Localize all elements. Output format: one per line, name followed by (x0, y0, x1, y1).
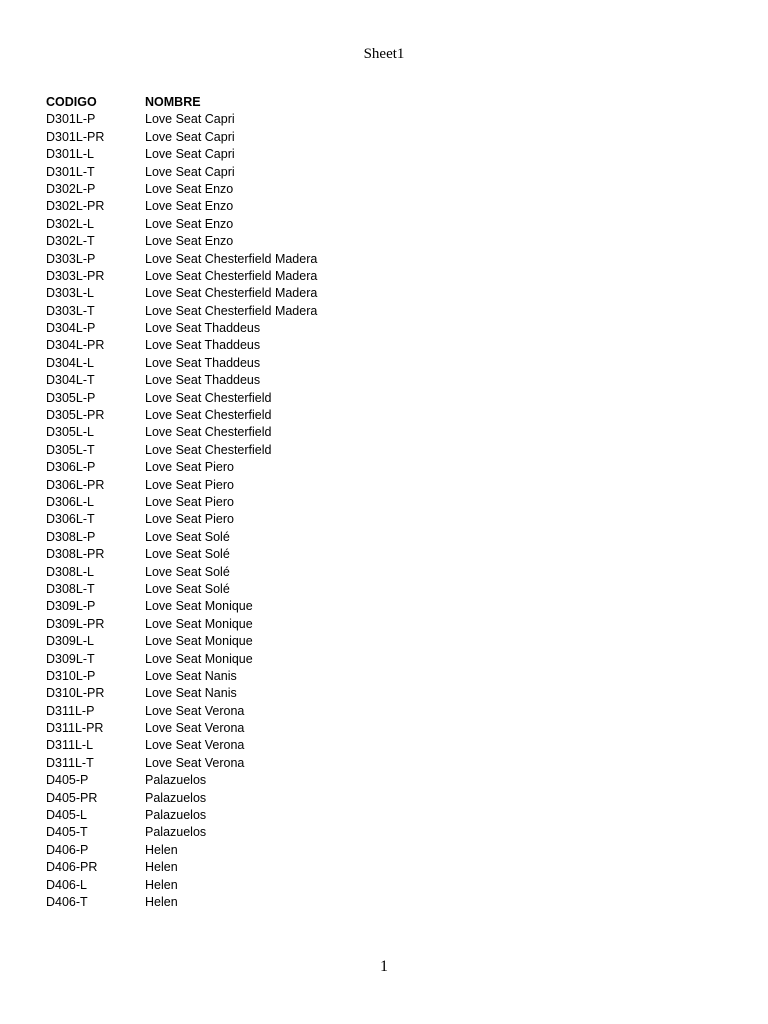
table-row (46, 529, 445, 546)
cell-nombre: Love Seat Enzo (145, 216, 234, 231)
cell-codigo: D405-T (46, 825, 88, 840)
table-row (46, 303, 445, 320)
cell-nombre: Love Seat Verona (145, 738, 245, 753)
cell-codigo: D406-PR (46, 860, 98, 875)
cell-codigo: D306L-T (46, 512, 95, 527)
table-row (46, 129, 445, 146)
cell-nombre: Love Seat Capri (145, 129, 235, 144)
table-row (46, 146, 445, 163)
table-row (46, 790, 445, 807)
cell-codigo: D306L-L (46, 494, 94, 509)
cell-codigo: D306L-P (46, 460, 96, 475)
cell-nombre: Love Seat Capri (145, 112, 235, 127)
product-table (46, 94, 445, 911)
table-header-row (46, 94, 445, 111)
cell-codigo: D405-L (46, 808, 87, 823)
table-row (46, 477, 445, 494)
cell-codigo: D308L-L (46, 564, 94, 579)
cell-nombre: Palazuelos (145, 808, 207, 823)
cell-nombre: Love Seat Chesterfield (145, 425, 272, 440)
cell-nombre: Love Seat Solé (145, 529, 230, 544)
cell-nombre: Love Seat Monique (145, 634, 253, 649)
cell-nombre: Love Seat Capri (145, 164, 235, 179)
table-row (46, 824, 445, 841)
cell-codigo: D306L-PR (46, 477, 105, 492)
table-row (46, 651, 445, 668)
table-row (46, 372, 445, 389)
table-row (46, 616, 445, 633)
cell-nombre: Love Seat Piero (145, 477, 234, 492)
sheet-title: Sheet1 (363, 46, 405, 62)
cell-nombre: Love Seat Solé (145, 547, 230, 562)
cell-codigo: D303L-L (46, 286, 94, 301)
cell-codigo: D308L-P (46, 529, 96, 544)
cell-codigo: D309L-P (46, 599, 96, 614)
table-row (46, 564, 445, 581)
table-row (46, 546, 445, 563)
cell-nombre: Palazuelos (145, 790, 207, 805)
cell-codigo: D305L-PR (46, 408, 105, 423)
table-row (46, 633, 445, 650)
table-row (46, 859, 445, 876)
table-row (46, 407, 445, 424)
table-row (46, 511, 445, 528)
table-row (46, 442, 445, 459)
cell-codigo: D301L-T (46, 164, 95, 179)
cell-codigo: D405-P (46, 773, 89, 788)
cell-codigo: D406-L (46, 877, 87, 892)
cell-codigo: D308L-PR (46, 547, 105, 562)
cell-codigo: D406-T (46, 894, 88, 909)
cell-nombre: Helen (145, 894, 178, 909)
cell-codigo: D405-PR (46, 790, 98, 805)
cell-nombre: Helen (145, 842, 178, 857)
cell-nombre: Love Seat Piero (145, 494, 234, 509)
cell-nombre: Love Seat Chesterfield (145, 442, 272, 457)
table-row (46, 337, 445, 354)
cell-codigo: D302L-L (46, 216, 94, 231)
cell-codigo: D302L-PR (46, 199, 105, 214)
cell-nombre: Palazuelos (145, 825, 207, 840)
cell-nombre: Helen (145, 860, 178, 875)
cell-nombre: Love Seat Chesterfield Madera (145, 286, 318, 301)
cell-nombre: Love Seat Nanis (145, 686, 237, 701)
table-row (46, 598, 445, 615)
cell-codigo: D308L-T (46, 581, 95, 596)
table-row (46, 807, 445, 824)
cell-codigo: D305L-T (46, 442, 95, 457)
table-row (46, 216, 445, 233)
table-row (46, 198, 445, 215)
table-row (46, 320, 445, 337)
table-row (46, 685, 445, 702)
cell-nombre: Love Seat Verona (145, 755, 245, 770)
table-row (46, 390, 445, 407)
cell-codigo: D310L-PR (46, 686, 105, 701)
cell-nombre: Helen (145, 877, 178, 892)
cell-nombre: Love Seat Thaddeus (145, 373, 261, 388)
cell-nombre: Love Seat Enzo (145, 234, 234, 249)
cell-nombre: Love Seat Chesterfield (145, 408, 272, 423)
table-row (46, 737, 445, 754)
cell-nombre: Love Seat Chesterfield (145, 390, 272, 405)
header-codigo: CODIGO (46, 95, 97, 109)
table-row (46, 581, 445, 598)
table-row (46, 111, 445, 128)
table-row (46, 703, 445, 720)
table-row (46, 877, 445, 894)
cell-nombre: Love Seat Capri (145, 147, 235, 162)
cell-nombre: Love Seat Piero (145, 460, 234, 475)
table-row (46, 424, 445, 441)
cell-nombre: Love Seat Solé (145, 581, 230, 596)
table-row (46, 772, 445, 789)
cell-codigo: D309L-L (46, 634, 94, 649)
cell-nombre: Love Seat Enzo (145, 181, 234, 196)
cell-codigo: D303L-P (46, 251, 96, 266)
table-row (46, 755, 445, 772)
cell-codigo: D304L-PR (46, 338, 105, 353)
cell-codigo: D303L-T (46, 303, 95, 318)
cell-codigo: D311L-T (46, 755, 94, 770)
cell-codigo: D301L-PR (46, 129, 105, 144)
cell-codigo: D309L-T (46, 651, 95, 666)
cell-nombre: Palazuelos (145, 773, 207, 788)
table-row (46, 181, 445, 198)
table-row (46, 668, 445, 685)
cell-codigo: D304L-L (46, 355, 94, 370)
cell-codigo: D311L-L (46, 738, 94, 753)
cell-codigo: D305L-P (46, 390, 96, 405)
cell-codigo: D311L-PR (46, 721, 104, 736)
cell-codigo: D310L-P (46, 668, 96, 683)
cell-codigo: D305L-L (46, 425, 94, 440)
cell-nombre: Love Seat Chesterfield Madera (145, 268, 318, 283)
table-row (46, 233, 445, 250)
table-row (46, 842, 445, 859)
cell-nombre: Love Seat Piero (145, 512, 234, 527)
cell-nombre: Love Seat Chesterfield Madera (145, 303, 318, 318)
page-number: 1 (380, 958, 388, 975)
table-body (46, 111, 445, 911)
table-row (46, 720, 445, 737)
cell-codigo: D302L-P (46, 181, 96, 196)
cell-nombre: Love Seat Thaddeus (145, 338, 261, 353)
cell-codigo: D304L-T (46, 373, 95, 388)
cell-codigo: D302L-T (46, 234, 95, 249)
cell-codigo: D406-P (46, 842, 89, 857)
cell-nombre: Love Seat Enzo (145, 199, 234, 214)
cell-nombre: Love Seat Verona (145, 721, 245, 736)
cell-nombre: Love Seat Chesterfield Madera (145, 251, 318, 266)
table-row (46, 494, 445, 511)
cell-nombre: Love Seat Nanis (145, 668, 237, 683)
cell-codigo: D301L-L (46, 147, 94, 162)
cell-codigo: D304L-P (46, 321, 96, 336)
table-row (46, 251, 445, 268)
cell-codigo: D311L-P (46, 703, 95, 718)
table-row (46, 459, 445, 476)
cell-codigo: D301L-P (46, 112, 96, 127)
header-nombre: NOMBRE (145, 95, 201, 109)
table-row (46, 355, 445, 372)
table-row (46, 285, 445, 302)
cell-nombre: Love Seat Monique (145, 616, 253, 631)
cell-nombre: Love Seat Monique (145, 651, 253, 666)
table-row (46, 164, 445, 181)
cell-nombre: Love Seat Thaddeus (145, 321, 261, 336)
table-row (46, 268, 445, 285)
cell-nombre: Love Seat Solé (145, 564, 230, 579)
cell-nombre: Love Seat Monique (145, 599, 253, 614)
table-row (46, 894, 445, 911)
cell-codigo: D309L-PR (46, 616, 105, 631)
cell-nombre: Love Seat Verona (145, 703, 245, 718)
cell-codigo: D303L-PR (46, 268, 105, 283)
cell-nombre: Love Seat Thaddeus (145, 355, 261, 370)
